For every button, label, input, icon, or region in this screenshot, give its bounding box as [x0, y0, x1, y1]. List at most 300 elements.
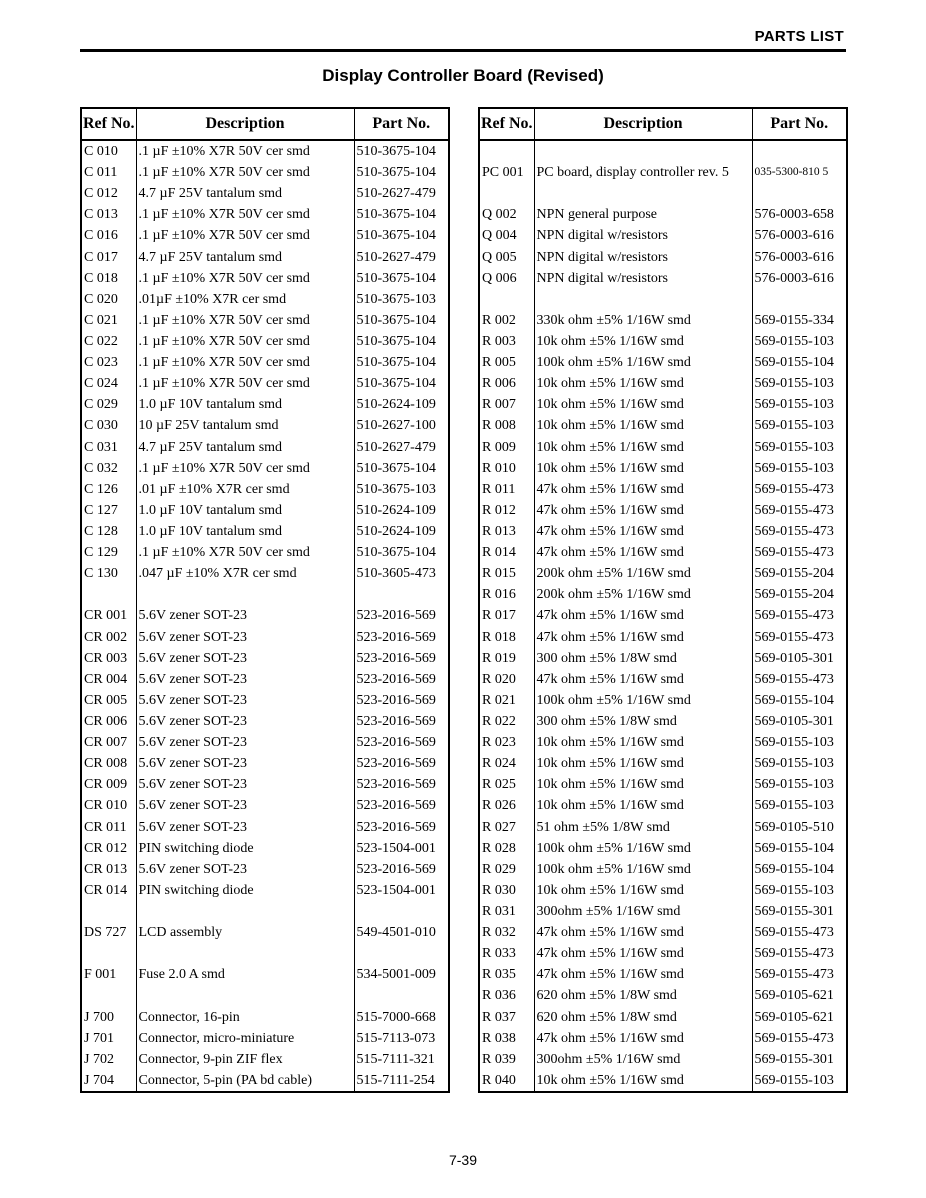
part-no-cell: 569-0155-204 [754, 566, 834, 582]
part-no-cell: 569-0155-104 [754, 861, 834, 877]
ref-no-cell: CR 001 [81, 605, 136, 626]
part-no-cell: 569-0155-473 [754, 502, 834, 518]
description-cell: 5.6V zener SOT-23 [136, 774, 354, 795]
table-row [479, 859, 847, 880]
ref-no-cell: J 700 [81, 1006, 136, 1027]
ref-no-cell: CR 009 [81, 774, 136, 795]
table-row [479, 922, 847, 943]
table-row [479, 711, 847, 732]
ref-no-cell: R 035 [479, 964, 534, 985]
table-row [81, 627, 449, 648]
table-row [81, 204, 449, 225]
ref-no-cell: R 021 [479, 690, 534, 711]
ref-no-cell: C 126 [81, 479, 136, 500]
page-number: 7-39 [448, 1152, 478, 1168]
part-no-cell: 576-0003-616 [754, 228, 834, 244]
part-no-cell: 510-2627-479 [356, 439, 436, 455]
part-no-cell: 510-3605-473 [356, 566, 436, 582]
table-row [479, 838, 847, 859]
description-cell: 5.6V zener SOT-23 [136, 690, 354, 711]
part-no-cell: 569-0155-473 [754, 1030, 834, 1046]
table-row [81, 985, 449, 1006]
ref-no-cell: C 011 [81, 162, 136, 183]
ref-no-cell: CR 011 [81, 817, 136, 838]
table-row [81, 310, 449, 331]
description-cell: 10 µF 25V tantalum smd [136, 415, 354, 436]
part-no-cell: 569-0155-104 [754, 355, 834, 371]
part-no-cell [752, 183, 847, 204]
part-no-cell: 569-0155-103 [754, 397, 834, 413]
description-cell: 47k ohm ±5% 1/16W smd [534, 1028, 752, 1049]
description-cell: 5.6V zener SOT-23 [136, 648, 354, 669]
ref-no-cell: CR 005 [81, 690, 136, 711]
ref-no-cell: C 013 [81, 204, 136, 225]
part-no-cell: 569-0155-103 [754, 756, 834, 772]
part-no-cell: 569-0155-301 [754, 1051, 834, 1067]
description-cell: 1.0 µF 10V tantalum smd [136, 500, 354, 521]
ref-no-cell [81, 901, 136, 922]
table-row [81, 140, 449, 162]
description-cell: 47k ohm ±5% 1/16W smd [534, 669, 752, 690]
description-cell: NPN digital w/resistors [534, 247, 752, 268]
ref-no-cell: C 128 [81, 521, 136, 542]
part-no-cell: 510-3675-104 [356, 207, 436, 223]
table-row [479, 732, 847, 753]
table-row [479, 373, 847, 394]
description-cell [136, 943, 354, 964]
ref-no-cell: R 013 [479, 521, 534, 542]
ref-no-cell: J 701 [81, 1028, 136, 1049]
table-row [81, 542, 449, 563]
ref-no-cell: R 010 [479, 458, 534, 479]
table-row [81, 1006, 449, 1027]
ref-no-cell: DS 727 [81, 922, 136, 943]
table-row [81, 162, 449, 183]
table-row [479, 310, 847, 331]
ref-no-cell: R 024 [479, 753, 534, 774]
description-cell: .1 µF ±10% X7R 50V cer smd [136, 458, 354, 479]
table-row [81, 415, 449, 436]
ref-no-cell: CR 013 [81, 859, 136, 880]
description-cell: LCD assembly [136, 922, 354, 943]
ref-no-cell: R 040 [479, 1070, 534, 1092]
ref-no-cell: R 038 [479, 1028, 534, 1049]
part-no-cell [752, 140, 847, 162]
ref-no-cell: R 003 [479, 331, 534, 352]
description-cell: 5.6V zener SOT-23 [136, 605, 354, 626]
header-rule [80, 49, 846, 52]
part-no-cell: 510-3675-103 [356, 291, 436, 307]
ref-no-cell: R 006 [479, 373, 534, 394]
table-row [479, 985, 847, 1006]
table-row [479, 268, 847, 289]
ref-no-cell: R 026 [479, 795, 534, 816]
description-cell: 5.6V zener SOT-23 [136, 627, 354, 648]
ref-no-cell: CR 004 [81, 669, 136, 690]
description-cell: 620 ohm ±5% 1/8W smd [534, 1006, 752, 1027]
table-row [81, 183, 449, 204]
part-no-cell: 510-3675-104 [356, 376, 436, 392]
table-row [81, 289, 449, 310]
part-no-cell: 515-7111-254 [356, 1072, 435, 1088]
table-row [81, 774, 449, 795]
description-cell: 47k ohm ±5% 1/16W smd [534, 605, 752, 626]
part-no-cell: 523-2016-569 [356, 819, 436, 835]
description-header: Description [534, 108, 752, 140]
ref-no-cell: R 023 [479, 732, 534, 753]
part-no-cell: 510-3675-104 [356, 355, 436, 371]
ref-no-cell: R 019 [479, 648, 534, 669]
description-cell: 4.7 µF 25V tantalum smd [136, 437, 354, 458]
part-no-cell: 510-3675-104 [356, 460, 436, 476]
description-cell: 200k ohm ±5% 1/16W smd [534, 584, 752, 605]
part-no-header: Part No. [354, 108, 449, 140]
table-header-row [81, 108, 449, 140]
ref-no-cell: C 020 [81, 289, 136, 310]
part-no-cell: 569-0155-103 [754, 439, 834, 455]
description-cell: 10k ohm ±5% 1/16W smd [534, 774, 752, 795]
table-row [81, 563, 449, 584]
part-no-cell: 515-7111-321 [356, 1051, 435, 1067]
table-row [479, 415, 847, 436]
ref-no-cell: R 030 [479, 880, 534, 901]
table-row [479, 247, 847, 268]
ref-no-cell: J 704 [81, 1070, 136, 1092]
description-cell: PIN switching diode [136, 880, 354, 901]
part-no-cell: 515-7000-668 [356, 1009, 436, 1025]
part-no-cell: 569-0155-103 [754, 735, 834, 751]
table-row [479, 225, 847, 246]
table-row [479, 584, 847, 605]
part-no-cell: 569-0105-301 [754, 714, 834, 729]
ref-no-cell [81, 943, 136, 964]
description-cell: Connector, 5-pin (PA bd cable) [136, 1070, 354, 1092]
description-cell: 10k ohm ±5% 1/16W smd [534, 415, 752, 436]
ref-no-cell: R 036 [479, 985, 534, 1006]
table-row [479, 162, 847, 183]
ref-no-cell: C 018 [81, 268, 136, 289]
description-cell: 300ohm ±5% 1/16W smd [534, 901, 752, 922]
description-cell: 47k ohm ±5% 1/16W smd [534, 479, 752, 500]
description-cell: .047 µF ±10% X7R cer smd [136, 563, 354, 584]
ref-no-cell: C 130 [81, 563, 136, 584]
table-row [479, 817, 847, 838]
description-cell: Connector, micro-miniature [136, 1028, 354, 1049]
part-no-cell: 510-3675-104 [356, 144, 436, 160]
description-cell: 47k ohm ±5% 1/16W smd [534, 627, 752, 648]
table-row [479, 563, 847, 584]
part-no-cell: 510-2627-479 [356, 186, 436, 202]
table-row [81, 690, 449, 711]
table-row [81, 352, 449, 373]
part-no-cell: 569-0155-473 [754, 545, 834, 561]
part-no-cell: 569-0155-473 [754, 629, 834, 645]
part-no-cell: 510-2624-109 [356, 502, 436, 518]
description-cell: 10k ohm ±5% 1/16W smd [534, 437, 752, 458]
part-no-cell: 569-0155-334 [754, 312, 834, 328]
part-no-cell: 569-0155-473 [754, 481, 834, 497]
description-cell: 5.6V zener SOT-23 [136, 732, 354, 753]
part-no-cell: 569-0105-301 [754, 650, 834, 666]
description-cell: .1 µF ±10% X7R 50V cer smd [136, 204, 354, 225]
description-cell: 100k ohm ±5% 1/16W smd [534, 352, 752, 373]
part-no-cell: 510-3675-103 [356, 481, 436, 497]
part-no-cell [354, 901, 449, 922]
description-cell: 1.0 µF 10V tantalum smd [136, 521, 354, 542]
description-cell: .1 µF ±10% X7R 50V cer smd [136, 225, 354, 246]
description-cell: 51 ohm ±5% 1/8W smd [534, 817, 752, 838]
description-cell [136, 901, 354, 922]
part-no-cell: 510-2624-109 [356, 524, 436, 540]
part-no-cell: 523-2016-569 [356, 777, 436, 793]
description-cell: 5.6V zener SOT-23 [136, 753, 354, 774]
part-no-cell: 569-0155-103 [754, 1072, 834, 1088]
ref-no-cell: C 012 [81, 183, 136, 204]
description-cell: 10k ohm ±5% 1/16W smd [534, 880, 752, 901]
table-row [81, 943, 449, 964]
table-row [81, 479, 449, 500]
table-row [479, 964, 847, 985]
description-cell: 100k ohm ±5% 1/16W smd [534, 838, 752, 859]
table-row [81, 795, 449, 816]
description-cell: 10k ohm ±5% 1/16W smd [534, 373, 752, 394]
table-row [479, 880, 847, 901]
ref-no-cell: Q 005 [479, 247, 534, 268]
part-no-cell: 569-0155-104 [754, 692, 834, 708]
part-no-cell: 569-0155-301 [754, 903, 834, 919]
part-no-cell: 569-0155-103 [754, 334, 834, 350]
table-row [81, 373, 449, 394]
ref-no-cell: C 032 [81, 458, 136, 479]
part-no-cell: 510-2624-109 [356, 397, 436, 413]
description-cell: 100k ohm ±5% 1/16W smd [534, 859, 752, 880]
part-no-cell: 569-0155-473 [754, 925, 834, 941]
description-cell: 620 ohm ±5% 1/8W smd [534, 985, 752, 1006]
table-row [81, 732, 449, 753]
description-cell: 10k ohm ±5% 1/16W smd [534, 1070, 752, 1092]
ref-no-cell: C 031 [81, 437, 136, 458]
ref-no-cell: F 001 [81, 964, 136, 985]
part-no-cell: 569-0155-104 [754, 840, 834, 856]
description-cell: 47k ohm ±5% 1/16W smd [534, 964, 752, 985]
ref-no-cell: C 023 [81, 352, 136, 373]
table-row [81, 500, 449, 521]
ref-no-cell: C 024 [81, 373, 136, 394]
table-row [81, 901, 449, 922]
part-no-cell [752, 289, 847, 310]
part-no-cell: 523-2016-569 [356, 735, 436, 751]
table-row [81, 753, 449, 774]
table-row [479, 1028, 847, 1049]
ref-no-cell [479, 140, 534, 162]
part-no-cell: 510-3675-104 [356, 165, 436, 181]
part-no-cell: 576-0003-658 [754, 207, 834, 223]
ref-no-cell [81, 584, 136, 605]
table-row [479, 669, 847, 690]
description-cell: 4.7 µF 25V tantalum smd [136, 183, 354, 204]
description-cell: 300 ohm ±5% 1/8W smd [534, 648, 752, 669]
description-cell: 300 ohm ±5% 1/8W smd [534, 711, 752, 732]
description-cell: 300ohm ±5% 1/16W smd [534, 1049, 752, 1070]
description-cell: .1 µF ±10% X7R 50V cer smd [136, 373, 354, 394]
description-cell: 47k ohm ±5% 1/16W smd [534, 922, 752, 943]
table-row [479, 204, 847, 225]
ref-no-cell: R 027 [479, 817, 534, 838]
part-no-cell: 510-2627-479 [356, 249, 436, 265]
ref-no-cell: R 031 [479, 901, 534, 922]
description-cell: 100k ohm ±5% 1/16W smd [534, 690, 752, 711]
table-row [479, 183, 847, 204]
part-no-cell: 569-0105-621 [754, 1009, 834, 1025]
table-row [81, 268, 449, 289]
table-row [479, 394, 847, 415]
description-cell: Connector, 9-pin ZIF flex [136, 1049, 354, 1070]
part-no-cell: 510-3675-104 [356, 334, 436, 350]
ref-no-cell: R 017 [479, 605, 534, 626]
part-no-cell: 569-0105-510 [754, 819, 834, 835]
ref-no-cell: R 032 [479, 922, 534, 943]
table-row [479, 648, 847, 669]
description-cell: 200k ohm ±5% 1/16W smd [534, 563, 752, 584]
part-no-cell: 569-0105-621 [754, 988, 834, 1004]
part-no-cell: 523-1504-001 [356, 882, 436, 898]
ref-no-cell: C 010 [81, 140, 136, 162]
parts-table-right [478, 107, 848, 1093]
part-no-cell: 569-0155-103 [754, 418, 834, 434]
description-cell: Fuse 2.0 A smd [136, 964, 354, 985]
description-cell: .1 µF ±10% X7R 50V cer smd [136, 310, 354, 331]
table-row [81, 880, 449, 901]
description-cell: 47k ohm ±5% 1/16W smd [534, 943, 752, 964]
ref-no-cell: R 037 [479, 1006, 534, 1027]
section-header: PARTS LIST [754, 28, 844, 45]
page-title: Display Controller Board (Revised) [322, 66, 604, 85]
description-cell: .01 µF ±10% X7R cer smd [136, 479, 354, 500]
part-no-cell: 523-2016-569 [356, 756, 436, 772]
ref-no-cell: CR 014 [81, 880, 136, 901]
table-row [81, 711, 449, 732]
description-cell: 5.6V zener SOT-23 [136, 859, 354, 880]
description-cell: .1 µF ±10% X7R 50V cer smd [136, 542, 354, 563]
ref-no-cell: R 002 [479, 310, 534, 331]
ref-no-cell: R 028 [479, 838, 534, 859]
description-cell: 10k ohm ±5% 1/16W smd [534, 331, 752, 352]
table-row [81, 331, 449, 352]
ref-no-cell: Q 006 [479, 268, 534, 289]
description-cell: 10k ohm ±5% 1/16W smd [534, 458, 752, 479]
description-cell: PC board, display controller rev. 5 [534, 162, 752, 183]
table-row [479, 352, 847, 373]
part-no-cell: 523-2016-569 [356, 629, 436, 645]
table-row [479, 690, 847, 711]
ref-no-cell: R 005 [479, 352, 534, 373]
table-row [81, 922, 449, 943]
table-row [479, 774, 847, 795]
table-row [479, 479, 847, 500]
part-no-cell: 523-2016-569 [356, 714, 436, 729]
table-row [81, 437, 449, 458]
part-no-cell: 569-0155-204 [754, 587, 834, 603]
ref-no-cell: CR 007 [81, 732, 136, 753]
table-row [479, 500, 847, 521]
ref-no-cell: C 017 [81, 247, 136, 268]
table-row [479, 753, 847, 774]
ref-no-cell: R 018 [479, 627, 534, 648]
part-no-cell: 523-2016-569 [356, 671, 436, 687]
description-cell: .1 µF ±10% X7R 50V cer smd [136, 162, 354, 183]
table-row [479, 943, 847, 964]
part-no-cell: 523-2016-569 [356, 608, 436, 624]
ref-no-cell: C 030 [81, 415, 136, 436]
table-row [81, 458, 449, 479]
description-cell: 10k ohm ±5% 1/16W smd [534, 795, 752, 816]
description-cell [534, 183, 752, 204]
ref-no-cell: R 012 [479, 500, 534, 521]
part-no-cell: 549-4501-010 [356, 925, 436, 941]
table-row [81, 669, 449, 690]
table-row [81, 247, 449, 268]
table-row [479, 331, 847, 352]
ref-no-cell [81, 985, 136, 1006]
ref-no-cell [479, 183, 534, 204]
part-no-cell: 510-3675-104 [356, 312, 436, 328]
ref-no-cell: CR 008 [81, 753, 136, 774]
ref-no-cell: CR 012 [81, 838, 136, 859]
ref-no-cell: Q 002 [479, 204, 534, 225]
table-row [479, 1006, 847, 1027]
table-row [479, 458, 847, 479]
table-row [81, 1049, 449, 1070]
table-row [81, 521, 449, 542]
ref-no-cell: PC 001 [479, 162, 534, 183]
ref-no-cell: R 007 [479, 394, 534, 415]
ref-no-cell: R 022 [479, 711, 534, 732]
parts-table-left [80, 107, 450, 1093]
table-row [479, 901, 847, 922]
description-cell: 47k ohm ±5% 1/16W smd [534, 542, 752, 563]
ref-no-cell: C 016 [81, 225, 136, 246]
part-no-cell: 523-2016-569 [356, 692, 436, 708]
ref-no-cell: CR 003 [81, 648, 136, 669]
description-cell: .01µF ±10% X7R cer smd [136, 289, 354, 310]
part-no-cell: 569-0155-103 [754, 376, 834, 392]
part-no-cell: 569-0155-473 [754, 524, 834, 540]
part-no-cell: 510-3675-104 [356, 270, 436, 286]
ref-no-cell: R 039 [479, 1049, 534, 1070]
part-no-header: Part No. [752, 108, 847, 140]
table-row [479, 795, 847, 816]
part-no-cell: 523-2016-569 [356, 861, 436, 877]
ref-no-cell: C 022 [81, 331, 136, 352]
description-cell: .1 µF ±10% X7R 50V cer smd [136, 268, 354, 289]
ref-no-cell: C 127 [81, 500, 136, 521]
description-cell: 330k ohm ±5% 1/16W smd [534, 310, 752, 331]
description-cell: NPN digital w/resistors [534, 225, 752, 246]
description-cell: 10k ohm ±5% 1/16W smd [534, 394, 752, 415]
ref-no-cell: R 025 [479, 774, 534, 795]
part-no-cell: 523-1504-001 [356, 840, 436, 856]
ref-no-cell: C 029 [81, 394, 136, 415]
description-cell: 10k ohm ±5% 1/16W smd [534, 753, 752, 774]
part-no-cell: 569-0155-473 [754, 967, 834, 983]
ref-no-cell: Q 004 [479, 225, 534, 246]
table-row [479, 1049, 847, 1070]
part-no-cell: 510-3675-104 [356, 545, 436, 561]
part-no-cell: 035-5300-810 5 [754, 166, 829, 179]
ref-no-cell: R 033 [479, 943, 534, 964]
part-no-cell: 523-2016-569 [356, 650, 436, 666]
ref-no-header: Ref No. [81, 108, 136, 140]
